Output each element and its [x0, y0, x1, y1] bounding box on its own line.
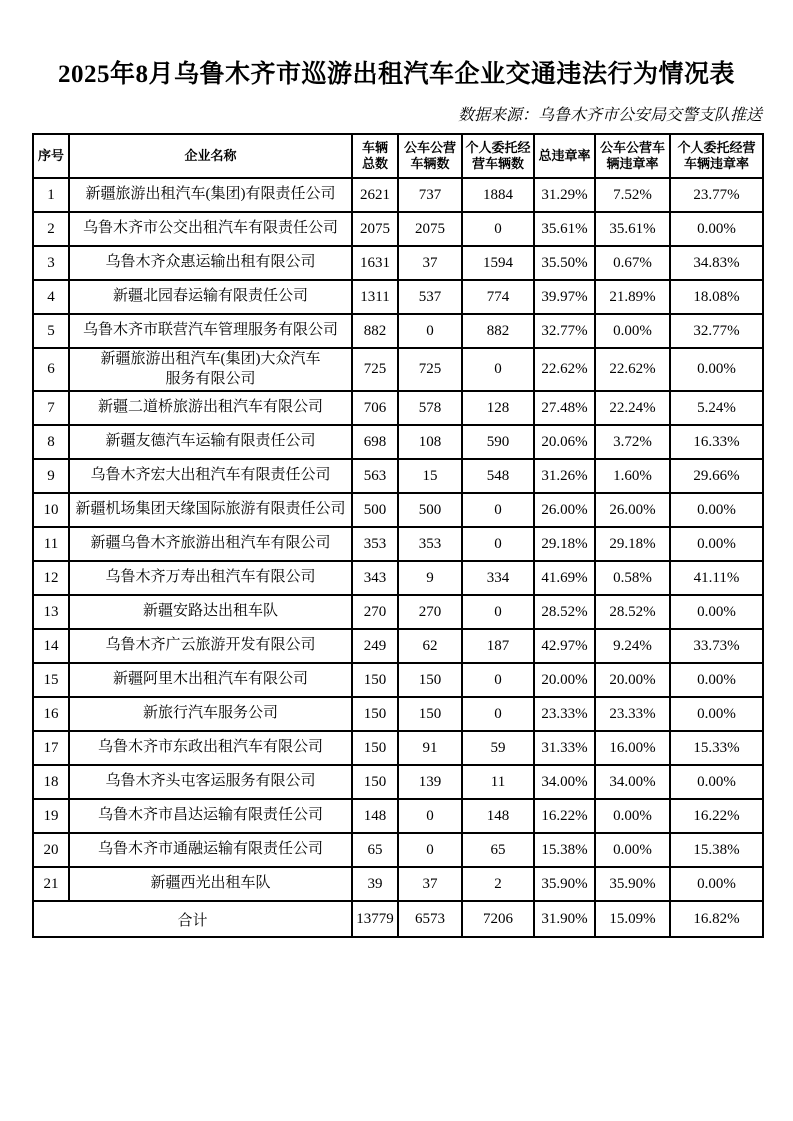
total-violation-rate: 31.33% — [534, 731, 595, 765]
personal-violation-rate: 0.00% — [670, 697, 763, 731]
personal-violation-rate: 18.08% — [670, 280, 763, 314]
public-violation-rate: 28.52% — [595, 595, 670, 629]
table-row — [33, 731, 763, 765]
personal-entrusted-vehicles: 0 — [462, 663, 534, 697]
personal-violation-rate: 0.00% — [670, 527, 763, 561]
public-violation-rate: 0.67% — [595, 246, 670, 280]
personal-entrusted-vehicles: 1594 — [462, 246, 534, 280]
public-operated-vehicles: 9 — [398, 561, 462, 595]
table-row — [33, 459, 763, 493]
header-personal-entrusted-vehicles: 个人委托经 营车辆数 — [462, 134, 534, 178]
row-index: 1 — [33, 178, 69, 212]
total-vehicles: 270 — [352, 595, 398, 629]
table-row — [33, 765, 763, 799]
total-violation-rate: 20.00% — [534, 663, 595, 697]
company-name: 新疆乌鲁木齐旅游出租汽车有限公司 — [69, 527, 352, 561]
total-vehicles: 249 — [352, 629, 398, 663]
personal-entrusted-vehicles: 65 — [462, 833, 534, 867]
public-violation-rate: 0.00% — [595, 799, 670, 833]
total-vehicles: 150 — [352, 731, 398, 765]
row-index: 12 — [33, 561, 69, 595]
header-personal-violation-rate: 个人委托经营 车辆违章率 — [670, 134, 763, 178]
total-violation-rate: 31.26% — [534, 459, 595, 493]
total-violation-rate: 35.90% — [534, 867, 595, 901]
total-vehicles: 563 — [352, 459, 398, 493]
public-violation-rate: 16.00% — [595, 731, 670, 765]
public-operated-vehicles: 270 — [398, 595, 462, 629]
total-violation-rate: 31.29% — [534, 178, 595, 212]
company-name: 新疆安路达出租车队 — [69, 595, 352, 629]
header-public-violation-rate: 公车公营车 辆违章率 — [595, 134, 670, 178]
row-index: 17 — [33, 731, 69, 765]
personal-entrusted-vehicles: 0 — [462, 348, 534, 391]
company-name: 乌鲁木齐市公交出租汽车有限责任公司 — [69, 212, 352, 246]
public-violation-rate: 0.00% — [595, 833, 670, 867]
row-index: 16 — [33, 697, 69, 731]
total-label: 合计 — [33, 901, 352, 937]
total-vehicles: 148 — [352, 799, 398, 833]
public-violation-rate: 0.58% — [595, 561, 670, 595]
total-row — [33, 901, 763, 937]
public-operated-vehicles: 0 — [398, 314, 462, 348]
company-name: 乌鲁木齐市联营汽车管理服务有限公司 — [69, 314, 352, 348]
personal-entrusted-vehicles: 0 — [462, 697, 534, 731]
public-violation-rate: 0.00% — [595, 314, 670, 348]
total-violation-rate: 35.61% — [534, 212, 595, 246]
personal-entrusted-vehicles: 128 — [462, 391, 534, 425]
row-index: 4 — [33, 280, 69, 314]
table-row — [33, 595, 763, 629]
total-vehicles: 2075 — [352, 212, 398, 246]
header-public-operated-vehicles: 公车公营 车辆数 — [398, 134, 462, 178]
personal-entrusted-vehicles: 334 — [462, 561, 534, 595]
row-index: 3 — [33, 246, 69, 280]
company-name: 乌鲁木齐头屯客运服务有限公司 — [69, 765, 352, 799]
company-name: 乌鲁木齐广云旅游开发有限公司 — [69, 629, 352, 663]
public-operated-vehicles: 500 — [398, 493, 462, 527]
table-body — [33, 178, 763, 901]
table-row — [33, 391, 763, 425]
total-vehicles: 706 — [352, 391, 398, 425]
total-violation-rate: 23.33% — [534, 697, 595, 731]
row-index: 7 — [33, 391, 69, 425]
row-index: 19 — [33, 799, 69, 833]
company-name: 新疆机场集团天缘国际旅游有限责任公司 — [69, 493, 352, 527]
table-row — [33, 867, 763, 901]
total-violation-rate: 20.06% — [534, 425, 595, 459]
row-index: 13 — [33, 595, 69, 629]
table-row — [33, 629, 763, 663]
personal-entrusted-vehicles: 59 — [462, 731, 534, 765]
company-name: 新疆二道桥旅游出租汽车有限公司 — [69, 391, 352, 425]
personal-violation-rate: 0.00% — [670, 765, 763, 799]
total-violation-rate: 35.50% — [534, 246, 595, 280]
total-vehicles-sum: 13779 — [352, 901, 398, 937]
personal-entrusted-vehicles: 0 — [462, 595, 534, 629]
public-violation-rate: 1.60% — [595, 459, 670, 493]
personal-entrusted-vehicles: 882 — [462, 314, 534, 348]
personal-violation-rate: 23.77% — [670, 178, 763, 212]
personal-entrusted-vehicles: 0 — [462, 527, 534, 561]
total-violation-rate: 34.00% — [534, 765, 595, 799]
row-index: 20 — [33, 833, 69, 867]
public-operated-vehicles: 737 — [398, 178, 462, 212]
public-violation-rate: 22.62% — [595, 348, 670, 391]
total-vehicles: 725 — [352, 348, 398, 391]
personal-entrusted-vehicles: 1884 — [462, 178, 534, 212]
total-violation-rate: 42.97% — [534, 629, 595, 663]
table-row — [33, 280, 763, 314]
company-name: 新疆友德汽车运输有限责任公司 — [69, 425, 352, 459]
row-index: 11 — [33, 527, 69, 561]
table-row — [33, 246, 763, 280]
data-source-note: 数据来源：乌鲁木齐市公安局交警支队推送 — [457, 107, 762, 124]
personal-violation-rate-sum: 16.82% — [670, 901, 763, 937]
total-vehicles: 1311 — [352, 280, 398, 314]
public-operated-vehicles: 578 — [398, 391, 462, 425]
table-row — [33, 799, 763, 833]
public-operated-vehicles: 537 — [398, 280, 462, 314]
public-violation-rate: 3.72% — [595, 425, 670, 459]
total-vehicles: 500 — [352, 493, 398, 527]
public-operated-vehicles: 150 — [398, 663, 462, 697]
personal-entrusted-vehicles: 11 — [462, 765, 534, 799]
row-index: 5 — [33, 314, 69, 348]
public-violation-rate: 23.33% — [595, 697, 670, 731]
public-operated-vehicles: 139 — [398, 765, 462, 799]
personal-violation-rate: 0.00% — [670, 663, 763, 697]
row-index: 6 — [33, 348, 69, 391]
public-operated-vehicles: 0 — [398, 799, 462, 833]
company-name: 新疆旅游出租汽车(集团)大众汽车 服务有限公司 — [69, 348, 352, 391]
public-operated-vehicles: 725 — [398, 348, 462, 391]
total-vehicles: 65 — [352, 833, 398, 867]
public-violation-rate: 20.00% — [595, 663, 670, 697]
company-name: 乌鲁木齐市东政出租汽车有限公司 — [69, 731, 352, 765]
public-violation-rate: 9.24% — [595, 629, 670, 663]
header-row — [33, 134, 763, 178]
company-name: 乌鲁木齐众惠运输出租有限公司 — [69, 246, 352, 280]
total-violation-rate-sum: 31.90% — [534, 901, 595, 937]
company-name: 新旅行汽车服务公司 — [69, 697, 352, 731]
header-company-name: 企业名称 — [69, 134, 352, 178]
total-violation-rate: 15.38% — [534, 833, 595, 867]
table-header — [33, 134, 763, 178]
personal-violation-rate: 33.73% — [670, 629, 763, 663]
table-row — [33, 697, 763, 731]
public-violation-rate: 35.90% — [595, 867, 670, 901]
personal-violation-rate: 32.77% — [670, 314, 763, 348]
public-operated-vehicles: 0 — [398, 833, 462, 867]
total-vehicles: 1631 — [352, 246, 398, 280]
personal-entrusted-vehicles-sum: 7206 — [462, 901, 534, 937]
personal-violation-rate: 0.00% — [670, 493, 763, 527]
public-operated-vehicles: 62 — [398, 629, 462, 663]
row-index: 9 — [33, 459, 69, 493]
personal-violation-rate: 15.38% — [670, 833, 763, 867]
company-name: 乌鲁木齐万寿出租汽车有限公司 — [69, 561, 352, 595]
public-violation-rate-sum: 15.09% — [595, 901, 670, 937]
table-row — [33, 833, 763, 867]
total-vehicles: 882 — [352, 314, 398, 348]
personal-entrusted-vehicles: 148 — [462, 799, 534, 833]
public-violation-rate: 29.18% — [595, 527, 670, 561]
total-violation-rate: 39.97% — [534, 280, 595, 314]
total-violation-rate: 28.52% — [534, 595, 595, 629]
total-vehicles: 39 — [352, 867, 398, 901]
company-name: 乌鲁木齐市通融运输有限责任公司 — [69, 833, 352, 867]
page-title: 2025年8月乌鲁木齐市巡游出租汽车企业交通违法行为情况表 — [57, 61, 735, 88]
total-violation-rate: 22.62% — [534, 348, 595, 391]
table-footer — [33, 901, 763, 937]
personal-entrusted-vehicles: 187 — [462, 629, 534, 663]
public-violation-rate: 34.00% — [595, 765, 670, 799]
personal-violation-rate: 15.33% — [670, 731, 763, 765]
total-vehicles: 150 — [352, 765, 398, 799]
public-operated-vehicles-sum: 6573 — [398, 901, 462, 937]
header-index: 序号 — [33, 134, 69, 178]
table-row — [33, 663, 763, 697]
table-row — [33, 425, 763, 459]
personal-violation-rate: 0.00% — [670, 595, 763, 629]
total-vehicles: 343 — [352, 561, 398, 595]
table-row — [33, 527, 763, 561]
total-violation-rate: 41.69% — [534, 561, 595, 595]
public-operated-vehicles: 108 — [398, 425, 462, 459]
company-name: 乌鲁木齐宏大出租汽车有限责任公司 — [69, 459, 352, 493]
total-violation-rate: 26.00% — [534, 493, 595, 527]
personal-violation-rate: 29.66% — [670, 459, 763, 493]
total-violation-rate: 16.22% — [534, 799, 595, 833]
company-name: 新疆旅游出租汽车(集团)有限责任公司 — [69, 178, 352, 212]
public-operated-vehicles: 15 — [398, 459, 462, 493]
personal-entrusted-vehicles: 548 — [462, 459, 534, 493]
table-row — [33, 178, 763, 212]
total-vehicles: 698 — [352, 425, 398, 459]
company-name: 新疆西光出租车队 — [69, 867, 352, 901]
personal-violation-rate: 41.11% — [670, 561, 763, 595]
total-violation-rate: 27.48% — [534, 391, 595, 425]
personal-entrusted-vehicles: 0 — [462, 212, 534, 246]
table-row — [33, 348, 763, 391]
total-violation-rate: 29.18% — [534, 527, 595, 561]
personal-violation-rate: 16.33% — [670, 425, 763, 459]
row-index: 14 — [33, 629, 69, 663]
personal-violation-rate: 16.22% — [670, 799, 763, 833]
row-index: 8 — [33, 425, 69, 459]
row-index: 10 — [33, 493, 69, 527]
company-name: 新疆阿里木出租汽车有限公司 — [69, 663, 352, 697]
public-operated-vehicles: 2075 — [398, 212, 462, 246]
personal-violation-rate: 0.00% — [670, 867, 763, 901]
company-name: 乌鲁木齐市昌达运输有限责任公司 — [69, 799, 352, 833]
personal-violation-rate: 34.83% — [670, 246, 763, 280]
company-name: 新疆北园春运输有限责任公司 — [69, 280, 352, 314]
public-operated-vehicles: 150 — [398, 697, 462, 731]
public-operated-vehicles: 37 — [398, 246, 462, 280]
personal-violation-rate: 0.00% — [670, 348, 763, 391]
public-violation-rate: 22.24% — [595, 391, 670, 425]
row-index: 18 — [33, 765, 69, 799]
personal-violation-rate: 0.00% — [670, 212, 763, 246]
table-row — [33, 561, 763, 595]
violation-table — [32, 133, 764, 938]
personal-violation-rate: 5.24% — [670, 391, 763, 425]
public-operated-vehicles: 37 — [398, 867, 462, 901]
header-total-violation-rate: 总违章率 — [534, 134, 595, 178]
total-vehicles: 150 — [352, 697, 398, 731]
personal-entrusted-vehicles: 2 — [462, 867, 534, 901]
personal-entrusted-vehicles: 590 — [462, 425, 534, 459]
public-operated-vehicles: 353 — [398, 527, 462, 561]
public-violation-rate: 21.89% — [595, 280, 670, 314]
total-vehicles: 353 — [352, 527, 398, 561]
row-index: 2 — [33, 212, 69, 246]
personal-entrusted-vehicles: 774 — [462, 280, 534, 314]
row-index: 15 — [33, 663, 69, 697]
table-row — [33, 314, 763, 348]
total-vehicles: 150 — [352, 663, 398, 697]
public-violation-rate: 26.00% — [595, 493, 670, 527]
total-violation-rate: 32.77% — [534, 314, 595, 348]
table-row — [33, 493, 763, 527]
public-violation-rate: 35.61% — [595, 212, 670, 246]
table-row — [33, 212, 763, 246]
public-operated-vehicles: 91 — [398, 731, 462, 765]
personal-entrusted-vehicles: 0 — [462, 493, 534, 527]
total-vehicles: 2621 — [352, 178, 398, 212]
header-total-vehicles: 车辆 总数 — [352, 134, 398, 178]
row-index: 21 — [33, 867, 69, 901]
public-violation-rate: 7.52% — [595, 178, 670, 212]
